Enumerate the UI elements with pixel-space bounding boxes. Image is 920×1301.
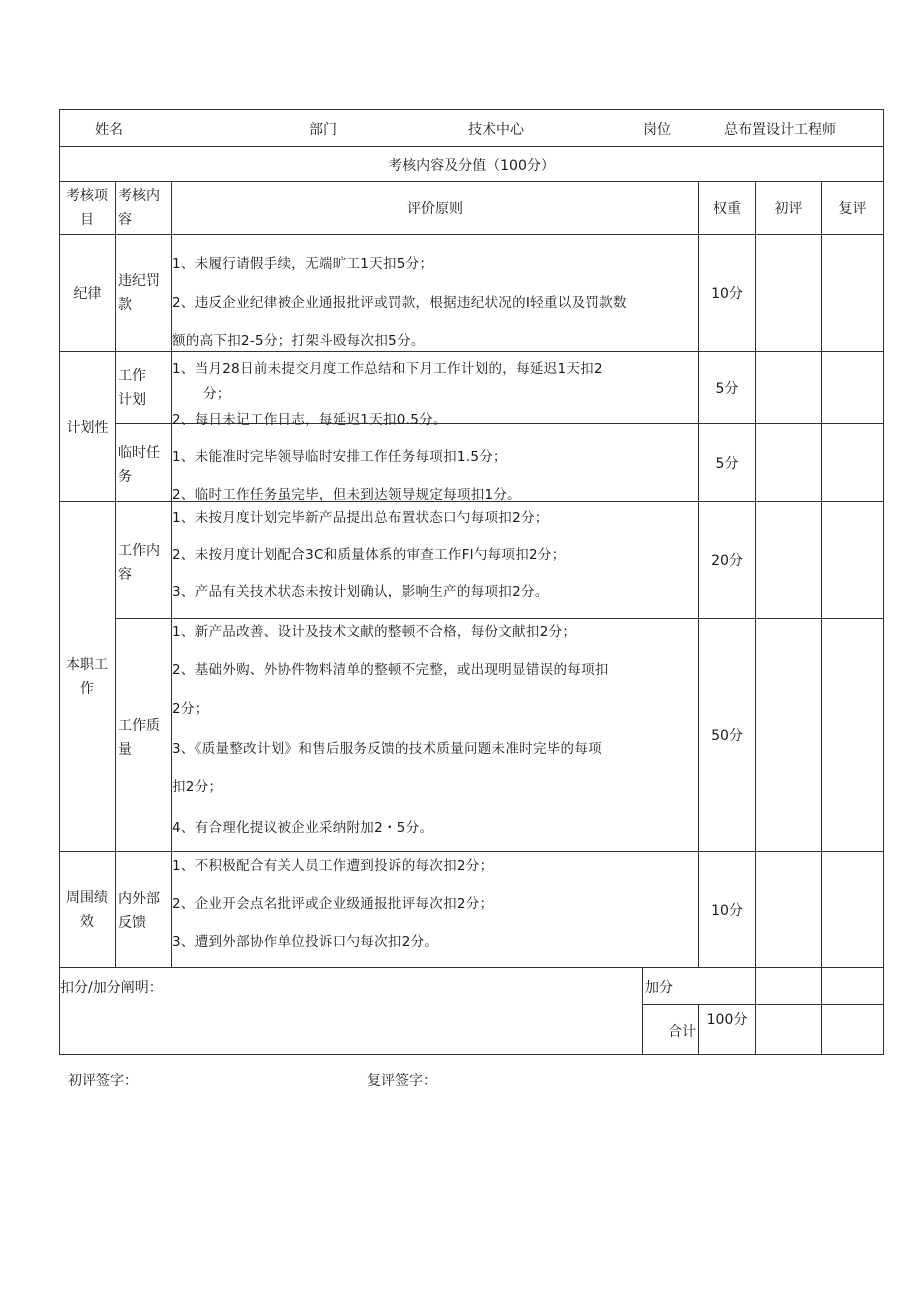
principle-line: 1、未履行请假手续，无端旷工1天扣5分； bbox=[172, 256, 434, 272]
first-review-signature: 初评签字： bbox=[68, 1073, 138, 1089]
table-border-bottom bbox=[59, 1054, 884, 1055]
table-rule bbox=[698, 1004, 699, 1055]
principle-line: 2、企业开会点名批评或企业级通报批评每次扣2分； bbox=[172, 896, 494, 912]
content-cell: 工作计划 bbox=[118, 368, 146, 408]
bonus-label: 加分 bbox=[645, 980, 673, 996]
total-value: 100分 bbox=[706, 1012, 748, 1028]
dept-label: 部门 bbox=[309, 122, 337, 138]
weight-cell: 50分 bbox=[711, 728, 743, 744]
col-header-item: 考核项目 bbox=[66, 188, 108, 228]
principle-line: 3、《质量整改计划》和售后服务反馈的技术质量问题未准时完毕的每项 bbox=[172, 741, 602, 757]
weight-cell: 20分 bbox=[711, 553, 743, 569]
principle-line: 2、每日未记工作日志，每延迟1天扣0.5分。 bbox=[172, 412, 447, 428]
principle-line: 2、基础外购、外协件物料清单的整顿不完整，或出现明显错误的每项扣 bbox=[172, 662, 609, 678]
principle-line: 4、有合理化提议被企业采纳附加2・5分。 bbox=[172, 820, 434, 836]
principle-line: 扣2分； bbox=[172, 779, 223, 795]
col-header-first-review: 初评 bbox=[774, 200, 803, 217]
content-cell: 工作质量 bbox=[118, 718, 160, 758]
col-header-weight: 权重 bbox=[713, 200, 741, 217]
content-cell: 临时任务 bbox=[118, 445, 160, 485]
weight-cell: 10分 bbox=[711, 902, 743, 919]
table-rule bbox=[59, 234, 884, 235]
table-rule bbox=[821, 181, 822, 1055]
table-rule bbox=[642, 1004, 884, 1005]
category-discipline: 纪律 bbox=[73, 286, 102, 302]
name-label: 姓名 bbox=[95, 122, 123, 138]
principle-line: 2、未按月度计划配合3C和质量体系的审查工作Fl勺每项扣2分； bbox=[172, 547, 566, 563]
table-border-top bbox=[59, 109, 884, 110]
principle-line: 1、当月28日前未提交月度工作总结和下月工作计划的，每延迟1天扣2 bbox=[172, 361, 603, 377]
content-cell: 内外部反馈 bbox=[118, 891, 160, 931]
col-header-second-review: 复评 bbox=[838, 200, 867, 217]
principle-line: 2、违反企业纪律被企业通报批评或罚款，根据违纪状况的I轻重以及罚款数 bbox=[172, 295, 627, 311]
table-rule bbox=[115, 181, 116, 967]
post-label: 岗位 bbox=[643, 122, 671, 138]
table-rule bbox=[59, 146, 884, 147]
second-review-signature: 复评签字： bbox=[367, 1073, 437, 1089]
col-header-principle: 评价原则 bbox=[407, 200, 463, 217]
principle-line: 1、新产品改善、设计及技术文献的整顿不合格，每份文献扣2分； bbox=[172, 624, 577, 640]
table-rule bbox=[755, 181, 756, 1055]
category-planning: 计划性 bbox=[66, 419, 109, 436]
dept-value: 技术中心 bbox=[468, 122, 524, 138]
table-rule bbox=[59, 967, 884, 968]
principle-line: 1、未按月度计划完毕新产品提出总布置状态口勺每项扣2分； bbox=[172, 510, 549, 526]
principle-line: 1、未能准时完毕领导临时安排工作任务每项扣1.5分； bbox=[172, 449, 507, 465]
weight-cell: 5分 bbox=[715, 380, 739, 397]
table-rule bbox=[59, 351, 884, 352]
post-value: 总布置设计工程师 bbox=[724, 122, 836, 138]
table-rule bbox=[115, 618, 884, 619]
weight-cell: 5分 bbox=[715, 455, 739, 472]
table-rule bbox=[642, 967, 643, 1055]
category-duty: 本职工作 bbox=[66, 656, 108, 697]
principle-line: 2分； bbox=[172, 701, 209, 717]
table-border-right bbox=[883, 109, 884, 1055]
category-peripheral: 周围绩效 bbox=[66, 889, 108, 930]
content-cell: 工作内容 bbox=[118, 543, 160, 583]
content-cell: 违纪罚款 bbox=[118, 273, 160, 313]
principle-line: 3、产品有关技术状态未按计划确认，影响生产的每项扣2分。 bbox=[172, 584, 549, 600]
note-label: 扣分/加分阐明： bbox=[60, 980, 163, 996]
weight-cell: 10分 bbox=[711, 286, 743, 302]
principle-line: 分； bbox=[203, 386, 231, 402]
section-title: 考核内容及分值（100分） bbox=[388, 158, 555, 174]
principle-line: 3、遭到外部协作单位投诉口勺每次扣2分。 bbox=[172, 934, 439, 950]
col-header-content: 考核内容 bbox=[118, 188, 160, 228]
principle-line: 2、临时工作任务虽完毕，但未到达领导规定每项扣1分。 bbox=[172, 487, 521, 503]
table-rule bbox=[59, 851, 884, 852]
total-label: 合计 bbox=[668, 1024, 696, 1040]
principle-line: 额的高下扣2-5分；打架斗殴每次扣5分。 bbox=[172, 333, 425, 349]
principle-line: 1、不积极配合有关人员工作遭到投诉的每次扣2分； bbox=[172, 858, 494, 874]
